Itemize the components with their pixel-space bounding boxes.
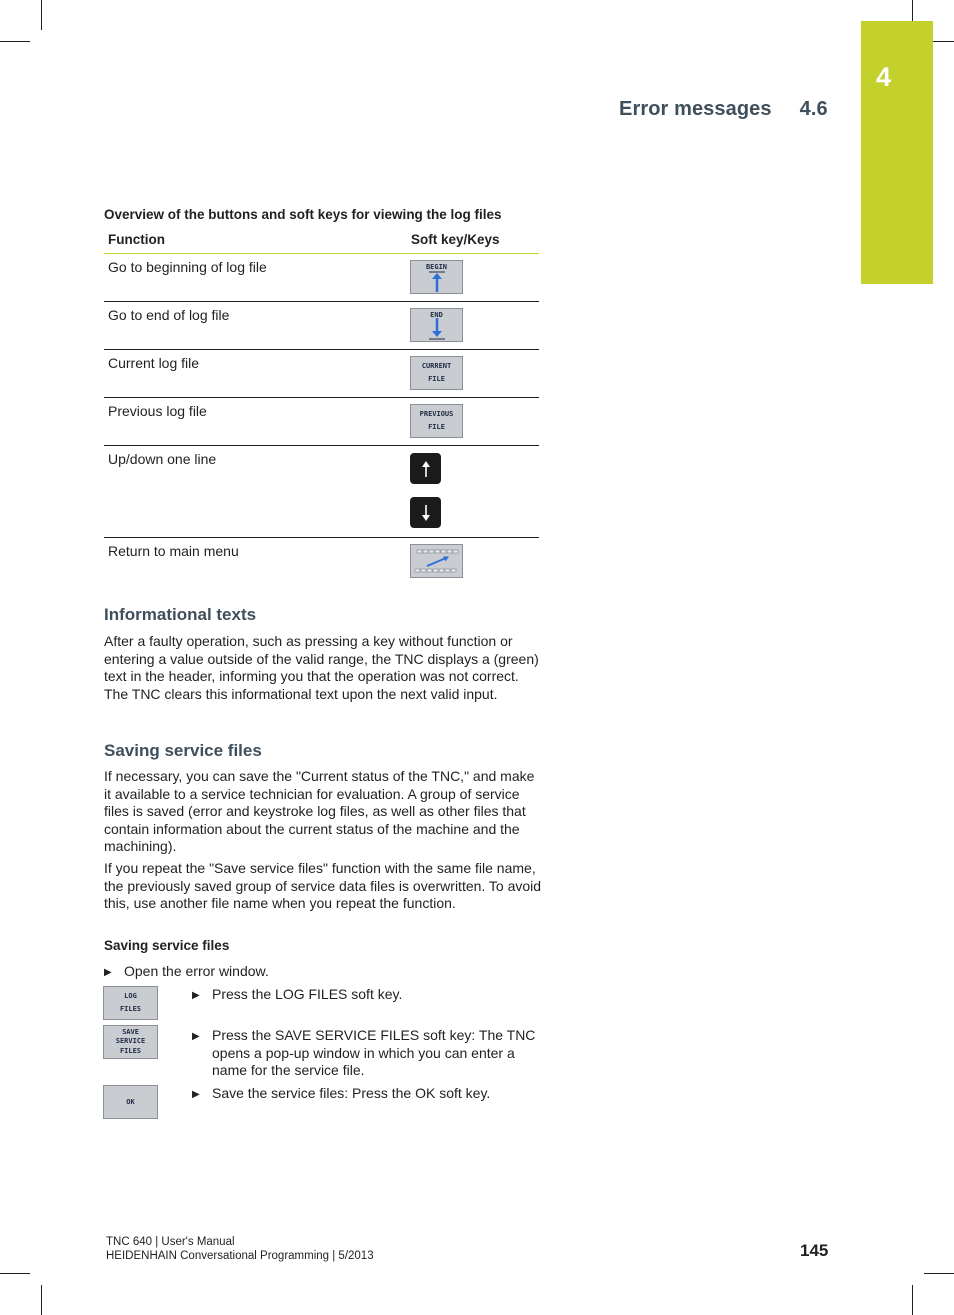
arrow-up-icon [426, 270, 448, 292]
softkey-table [104, 229, 539, 585]
previous-file-softkey[interactable] [410, 404, 463, 438]
table-row [104, 254, 539, 302]
footer-line-2: HEIDENHAIN Conversational Programming | 5/2013 [106, 1250, 374, 1262]
arrow-down-key-icon [420, 504, 432, 522]
table-row [104, 538, 539, 585]
crop-mark [0, 41, 30, 42]
softkey-label: FILES [119, 1046, 142, 1055]
key-group [410, 453, 441, 528]
crop-mark [41, 1285, 42, 1315]
save-service-files-softkey[interactable] [103, 1025, 158, 1059]
function-cell: Return to main menu [108, 543, 239, 559]
softkey-label: FILES [119, 1005, 142, 1013]
begin-softkey[interactable] [410, 260, 463, 294]
function-cell: Up/down one line [108, 451, 217, 467]
column-header-keys: Soft key/Keys [411, 232, 500, 247]
crop-mark [41, 0, 42, 30]
table-row [104, 302, 539, 350]
bullet-arrow-icon: ▶ [192, 1089, 200, 1100]
function-cell: Go to beginning of log file [108, 259, 267, 275]
log-files-softkey[interactable] [103, 986, 158, 1020]
crop-mark [0, 1273, 30, 1274]
page-number: 145 [800, 1241, 829, 1260]
current-file-softkey[interactable] [410, 356, 463, 390]
step-ok: ▶ Save the service files: Press the OK soft key. [192, 1085, 544, 1103]
softkey-label: SERVICE [115, 1037, 146, 1046]
softkey-label: BEGIN [425, 263, 448, 271]
step-open-error-window: ▶ Open the error window. [104, 963, 544, 981]
function-cell: Go to end of log file [108, 307, 230, 323]
function-cell: Current log file [108, 355, 200, 371]
main-menu-icon [413, 547, 460, 575]
softkey-label: PREVIOUS [419, 410, 454, 418]
informational-body: After a faulty operation, such as pressing a key without function or entering a value outside of the valid range, the TNC displays a (green) text in the header, informing you that the operation was not correct. The TNC clears this informational text upon the next valid input. [104, 633, 539, 702]
softkey-label: FILE [428, 375, 445, 383]
step-log-files: ▶ Press the LOG FILES soft key. [192, 986, 544, 1004]
footer-line-1: TNC 640 | User's Manual [106, 1236, 235, 1248]
table-caption: Overview of the buttons and soft keys for viewing the log files [104, 207, 502, 222]
table-header [104, 229, 539, 254]
column-header-function: Function [108, 232, 165, 247]
arrow-up-key[interactable] [410, 453, 441, 484]
footer [106, 1235, 374, 1263]
softkey-label: FILE [428, 423, 445, 431]
running-header [619, 98, 828, 121]
table-row [104, 350, 539, 398]
informational-heading: Informational texts [104, 605, 257, 624]
chapter-number: 4 [876, 62, 892, 92]
arrow-down-key[interactable] [410, 497, 441, 528]
saving-body-1: If necessary, you can save the "Current status of the TNC," and make it available to a service technician for evaluation. A group of service files is saved (error and keystroke log files, as well as other files that contain information about the current status of the machine and the machining). [104, 768, 535, 855]
saving-body-2: If you repeat the "Save service files" function with the same file name, the previously saved group of service data files is overwritten. To avoid this, use another file name when you repeat the function. [104, 860, 542, 912]
crop-mark [924, 1273, 954, 1274]
softkey-label: OK [126, 1097, 135, 1106]
saving-heading: Saving service files [104, 741, 262, 760]
crop-mark [912, 1285, 913, 1315]
table-row [104, 446, 539, 538]
bullet-arrow-icon: ▶ [104, 967, 112, 978]
end-softkey[interactable] [410, 308, 463, 342]
step-save-service-files: ▶ Press the SAVE SERVICE FILES soft key: The TNC opens a pop-up window in which you can enter a name for the service file. [192, 1027, 536, 1079]
bullet-arrow-icon: ▶ [192, 990, 200, 1001]
ok-softkey[interactable] [103, 1085, 158, 1119]
header-title: Error messages [619, 98, 772, 120]
arrow-up-key-icon [420, 460, 432, 478]
saving-subheading: Saving service files [104, 938, 230, 953]
function-cell: Previous log file [108, 403, 207, 419]
arrow-down-icon [426, 318, 448, 340]
table-row [104, 398, 539, 446]
chapter-tab [861, 21, 933, 284]
header-section: 4.6 [799, 98, 828, 120]
main-menu-softkey[interactable] [410, 544, 463, 578]
softkey-label: END [430, 311, 443, 319]
softkey-label: CURRENT [421, 362, 452, 370]
softkey-label: SAVE [122, 1027, 139, 1036]
bullet-arrow-icon: ▶ [192, 1031, 200, 1042]
softkey-label: LOG [124, 992, 137, 1000]
